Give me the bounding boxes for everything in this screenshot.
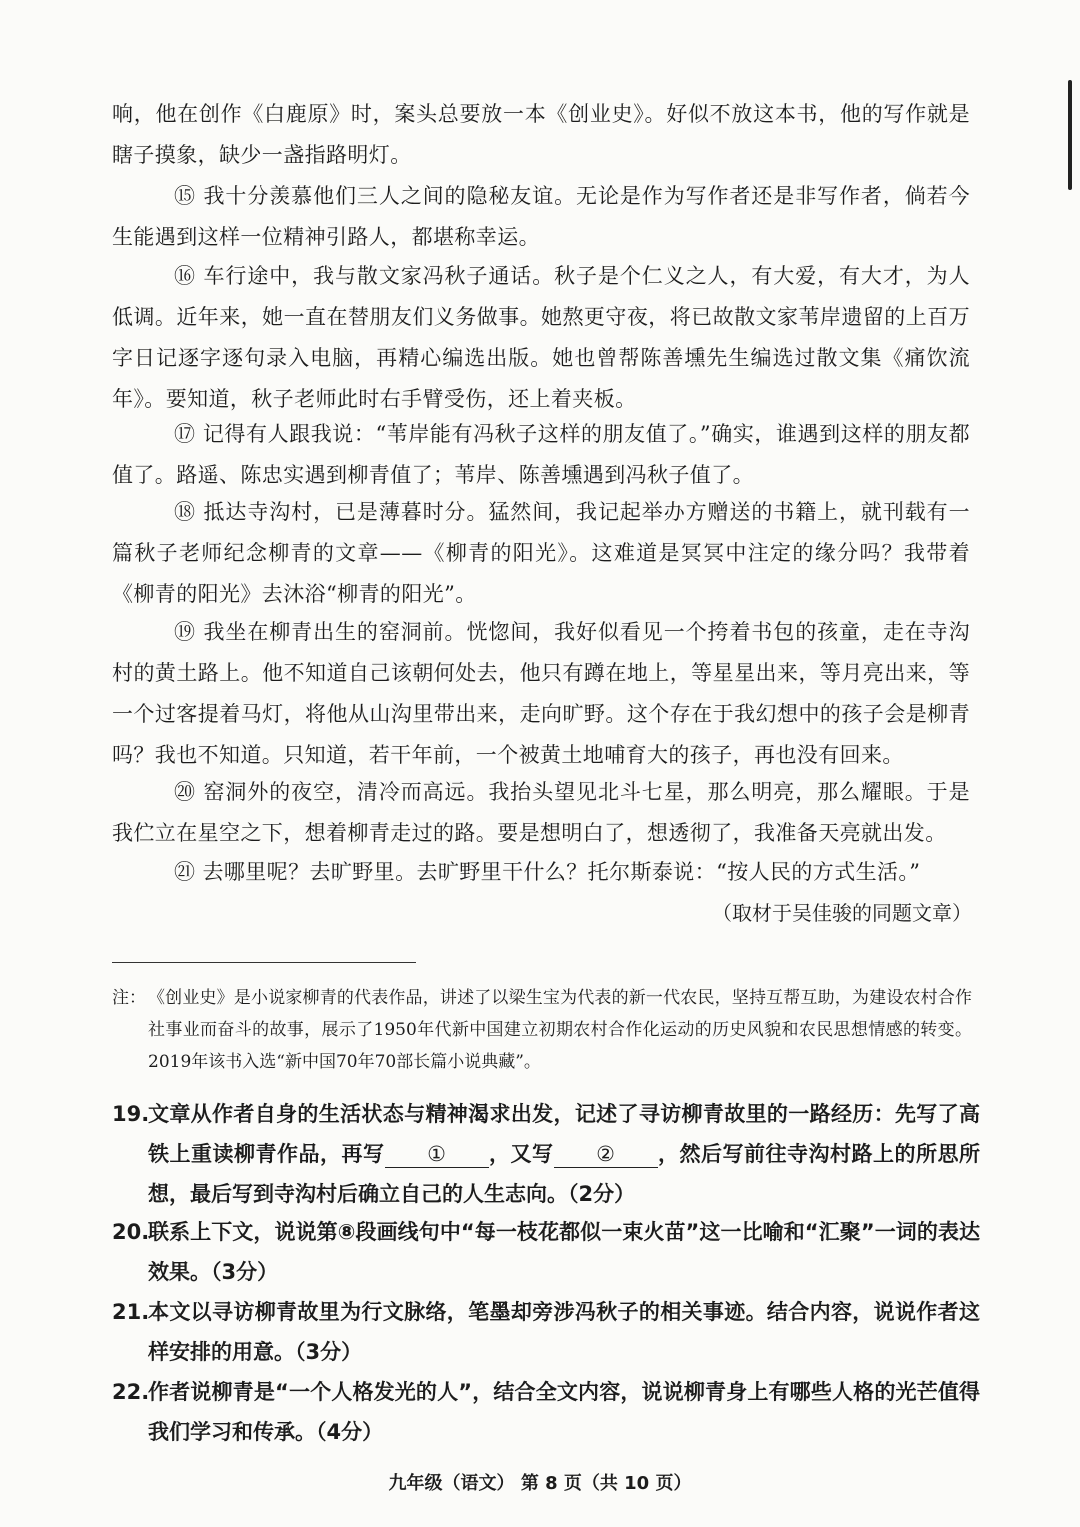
answer-blank-1[interactable]: ① xyxy=(385,1141,489,1168)
question-number: 19. xyxy=(112,1102,150,1126)
question-number: 22. xyxy=(112,1380,150,1404)
footnote-label: 注： xyxy=(112,988,146,1008)
footnote-divider xyxy=(112,962,416,963)
question-number: 20. xyxy=(112,1220,150,1244)
paragraph-16: ⑯ 车行途中，我与散文家冯秋子通话。秋子是个仁义之人，有大爱，有大才，为人低调。近年来，她一直在替朋友们义务做事。她熬更守夜，将已故散文家苇岸遗留的上百万字日记逐字逐句录入电脑，再精心编选出版。她也曾帮陈善壎先生编选过散文集《痛饮流年》。要知道，秋子老师此时右手臂受伤，还上着夹板。 xyxy=(112,264,970,411)
page-footer: 九年级（语文） 第 8 页（共 10 页） xyxy=(388,1473,692,1494)
question-number: 21. xyxy=(112,1300,150,1324)
question-22 xyxy=(112,1372,982,1452)
question-21 xyxy=(112,1292,982,1372)
question-19 xyxy=(112,1094,982,1214)
footnote-text: 《创业史》是小说家柳青的代表作品，讲述了以梁生宝为代表的新一代农民，坚持互帮互助，为建设农村合作社事业而奋斗的故事，展示了1950年代新中国建立初期农村合作化运动的历史风貌和农民思想情感的转变。2019年该书入选“新中国70年70部长篇小说典藏”。 xyxy=(148,988,972,1072)
question-20 xyxy=(112,1212,982,1292)
paragraph-17: ⑰ 记得有人跟我说：“苇岸能有冯秋子这样的朋友值了。”确实，谁遇到这样的朋友都值了。路遥、陈忠实遇到柳青值了；苇岸、陈善壎遇到冯秋子值了。 xyxy=(112,422,970,487)
paragraph-18: ⑱ 抵达寺沟村，已是薄暮时分。猛然间，我记起举办方赠送的书籍上，就刊载有一篇秋子老师纪念柳青的文章——《柳青的阳光》。这难道是冥冥中注定的缘分吗？我带着《柳青的阳光》去沐浴“柳青的阳光”。 xyxy=(112,500,970,606)
paragraph-20: ⑳ 窑洞外的夜空，清冷而高远。我抬头望见北斗七星，那么明亮，那么耀眼。于是我伫立在星空之下，想着柳青走过的路。要是想明白了，想透彻了，我准备天亮就出发。 xyxy=(112,780,970,845)
answer-blank-2[interactable]: ② xyxy=(554,1141,658,1168)
paragraph-14-tail: 响，他在创作《白鹿原》时，案头总要放一本《创业史》。好似不放这本书，他的写作就是瞎子摸象，缺少一盏指路明灯。 xyxy=(112,102,970,167)
footnote xyxy=(112,982,976,1078)
question-text xyxy=(148,1094,980,1214)
question-text: 本文以寻访柳青故里为行文脉络，笔墨却旁涉冯秋子的相关事迹。结合内容，说说作者这样安排的用意。（3分） xyxy=(148,1300,980,1364)
question-text: 作者说柳青是“一个人格发光的人”，结合全文内容，说说柳青身上有哪些人格的光芒值得我们学习和传承。（4分） xyxy=(148,1380,980,1444)
question-19-part-a: 文章从作者自身的生活状态与精神渴求出发，记述了寻访柳青故里的一路经历：先写了高铁上重读柳青作品，再写 xyxy=(148,1102,980,1166)
question-19-part-b: ，又写 xyxy=(488,1142,554,1166)
paragraph-15: ⑮ 我十分羡慕他们三人之间的隐秘友谊。无论是作为写作者还是非写作者，倘若今生能遇到这样一位精神引路人，都堪称幸运。 xyxy=(112,184,970,249)
question-19-part-c: ，然后写前往寺沟村路上的所思所想，最后写到寺沟村后确立自己的人生志向。（2分） xyxy=(148,1142,980,1206)
paragraph-19: ⑲ 我坐在柳青出生的窑洞前。恍惚间，我好似看见一个挎着书包的孩童，走在寺沟村的黄土路上。他不知道自己该朝何处去，他只有蹲在地上，等星星出来，等月亮出来，等一个过客提着马灯，将他从山沟里带出来，走向旷野。这个存在于我幻想中的孩子会是柳青吗？我也不知道。只知道，若干年前，一个被黄土地哺育大的孩子，再也没有回来。 xyxy=(112,620,970,767)
question-text: 联系上下文，说说第⑧段画线句中“每一枝花都似一束火苗”这一比喻和“汇聚”一词的表达效果。（3分） xyxy=(148,1220,980,1284)
scan-edge-mark xyxy=(1068,80,1072,190)
paragraph-21: ㉑ 去哪里呢？去旷野里。去旷野里干什么？托尔斯泰说：“按人民的方式生活。” xyxy=(174,860,921,884)
source-attribution: （取材于吴佳骏的同题文章） xyxy=(712,901,972,925)
